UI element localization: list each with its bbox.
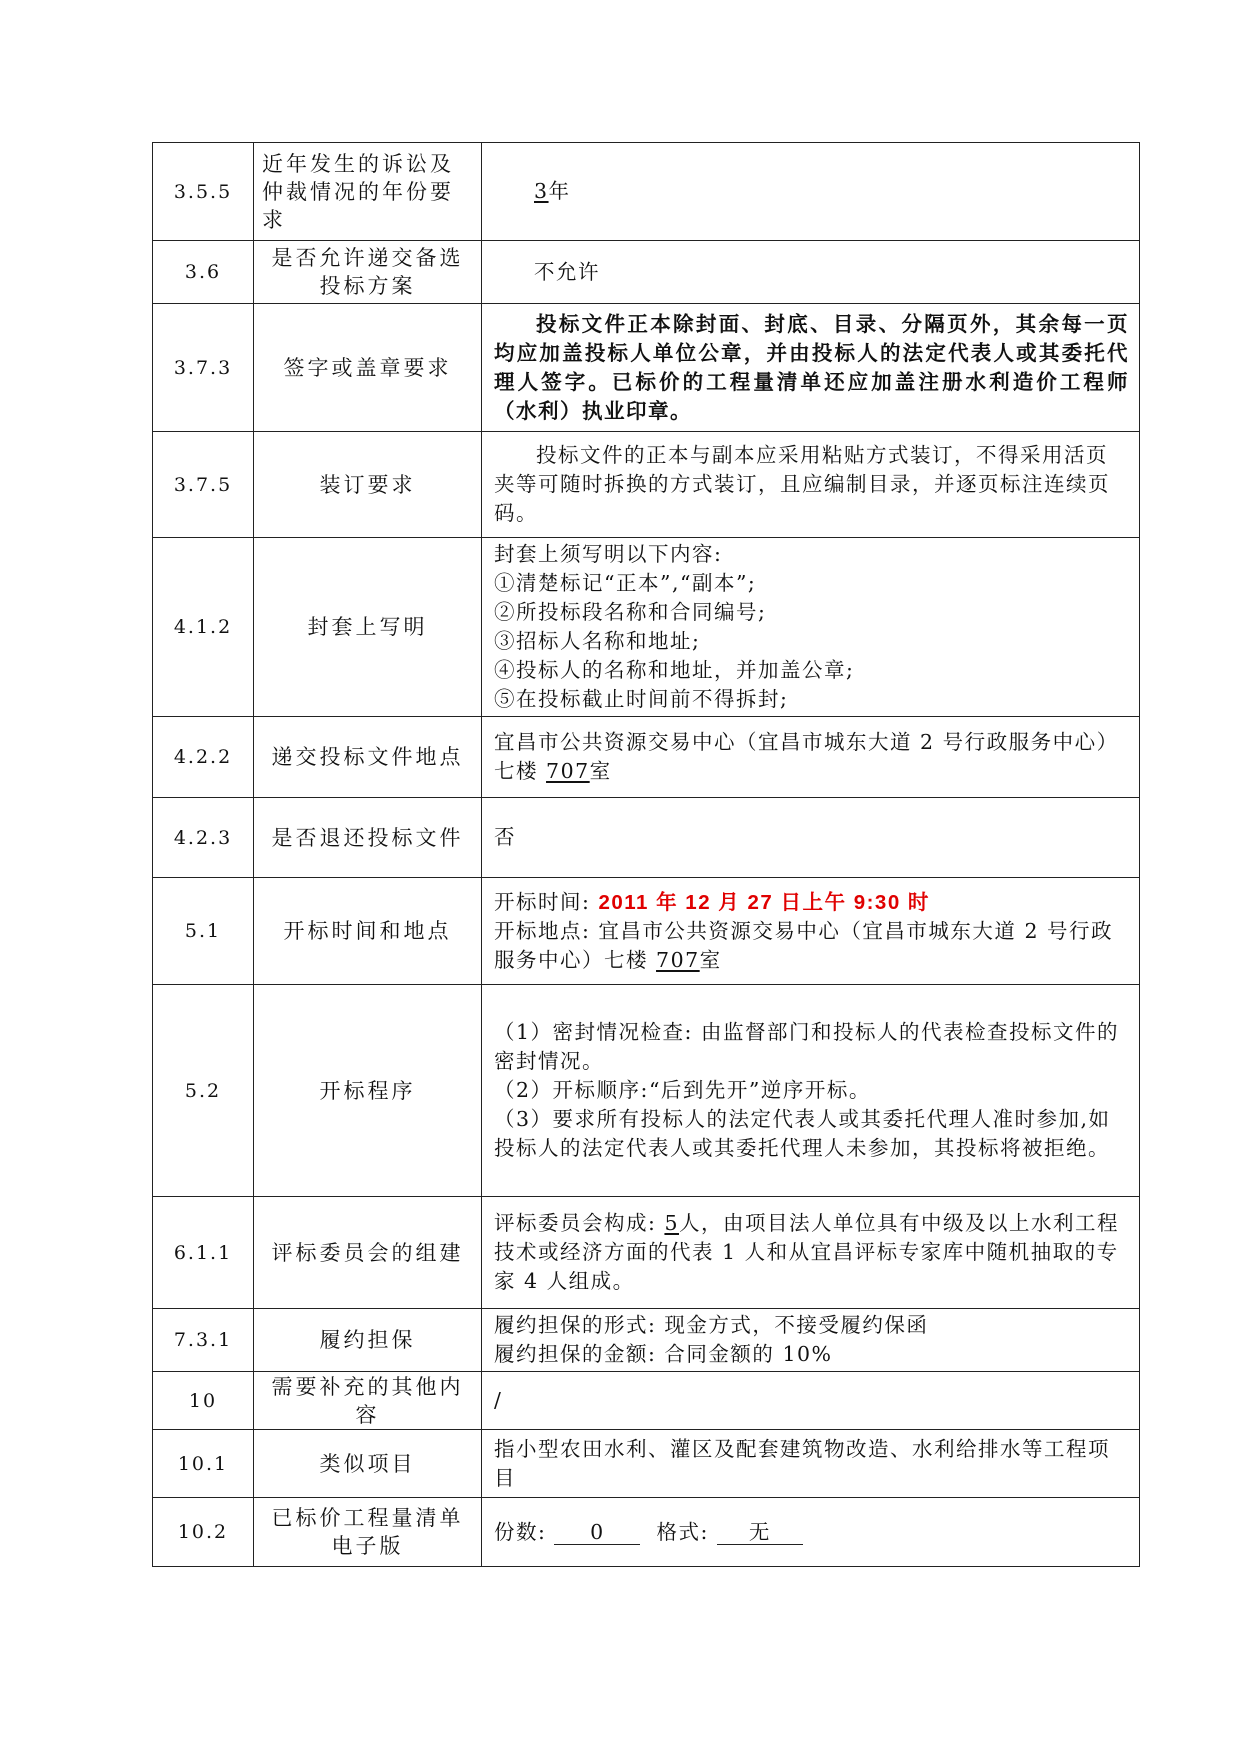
clause-number: 6.1.1 — [153, 1197, 254, 1309]
clause-item: 封套上写明 — [254, 538, 482, 717]
clause-item: 已标价工程量清单电子版 — [254, 1498, 482, 1567]
clause-item: 装订要求 — [254, 432, 482, 538]
committee-label: 评标委员会构成: — [494, 1211, 665, 1235]
clause-content: 否 — [482, 798, 1140, 878]
clause-content — [482, 432, 1140, 538]
clause-number: 3.7.5 — [153, 432, 254, 538]
clause-number: 5.2 — [153, 985, 254, 1197]
guarantee-line: 履约担保的金额: 合同金额的 10% — [494, 1342, 833, 1366]
envelope-line: ③招标人名称和地址; — [494, 629, 701, 653]
procedure-line: （1）密封情况检查: 由监督部门和投标人的代表检查投标文件的密封情况。 — [494, 1020, 1119, 1073]
tender-data-table — [152, 142, 1140, 1567]
clause-item: 评标委员会的组建 — [254, 1197, 482, 1309]
clause-number: 10.1 — [153, 1430, 254, 1498]
room-number: 707 — [656, 947, 700, 972]
table-row — [153, 432, 1140, 538]
opening-time-value: 2011 年 12 月 27 日上午 9:30 时 — [598, 890, 930, 914]
clause-content — [482, 1498, 1140, 1567]
envelope-line: ⑤在投标截止时间前不得拆封; — [494, 687, 789, 711]
envelope-line: ②所投标段名称和合同编号; — [494, 600, 767, 624]
clause-number: 10.2 — [153, 1498, 254, 1567]
committee-size: 5 — [664, 1211, 679, 1235]
envelope-line: ④投标人的名称和地址，并加盖公章; — [494, 658, 855, 682]
table-row — [153, 798, 1140, 878]
signature-requirement-text: 投标文件正本除封面、封底、目录、分隔页外，其余每一页均应加盖投标人单位公章，并由投标人的法定代表人或其委托代理人签字。已标价的工程量清单还应加盖注册水利造价工程师（水利）执业印章。 — [494, 311, 1129, 423]
clause-content — [482, 878, 1140, 985]
years-suffix: 年 — [548, 179, 571, 203]
clause-content: 指小型农田水利、灌区及配套建筑物改造、水利给排水等工程项目 — [482, 1430, 1140, 1498]
clause-content — [482, 1309, 1140, 1372]
clause-number: 3.5.5 — [153, 143, 254, 241]
clause-number: 4.2.2 — [153, 717, 254, 798]
committee-text: 人，由项目法人单位具有中级及以上水利工程技术或经济方面的代表 1 人和从宜昌评标专家库中随机抽取的专家 4 人组成。 — [494, 1211, 1119, 1293]
clause-item: 是否允许递交备选投标方案 — [254, 241, 482, 304]
guarantee-line: 履约担保的形式: 现金方式，不接受履约保函 — [494, 1313, 929, 1337]
table-row — [153, 985, 1140, 1197]
opening-time-label: 开标时间: — [494, 889, 599, 914]
clause-item: 类似项目 — [254, 1430, 482, 1498]
years-value: 3 — [534, 179, 549, 203]
table-row — [153, 143, 1140, 241]
envelope-line: ①清楚标记“正本”,“副本”; — [494, 571, 757, 595]
clause-number: 4.2.3 — [153, 798, 254, 878]
clause-content: / — [482, 1372, 1140, 1430]
copies-value: 0 — [554, 1520, 640, 1545]
table-row — [153, 1498, 1140, 1567]
clause-item: 是否退还投标文件 — [254, 798, 482, 878]
table-row — [153, 304, 1140, 432]
format-label: 格式: — [656, 1519, 717, 1544]
clause-number: 10 — [153, 1372, 254, 1430]
table-row — [153, 717, 1140, 798]
clause-item: 开标时间和地点 — [254, 878, 482, 985]
table-row — [153, 1430, 1140, 1498]
table-row — [153, 1197, 1140, 1309]
table-row — [153, 241, 1140, 304]
clause-number: 3.6 — [153, 241, 254, 304]
clause-item: 开标程序 — [254, 985, 482, 1197]
clause-content — [482, 304, 1140, 432]
table-row — [153, 538, 1140, 717]
clause-item: 需要补充的其他内容 — [254, 1372, 482, 1430]
copies-label: 份数: — [494, 1519, 555, 1544]
procedure-line: （3）要求所有投标人的法定代表人或其委托代理人准时参加,如投标人的法定代表人或其委托代理人未参加，其投标将被拒绝。 — [494, 1107, 1111, 1160]
clause-number: 4.1.2 — [153, 538, 254, 717]
clause-item: 近年发生的诉讼及仲裁情况的年份要求 — [254, 143, 482, 241]
format-value: 无 — [717, 1520, 803, 1545]
room-number: 707 — [546, 759, 590, 783]
room-suffix: 室 — [699, 947, 722, 972]
clause-content — [482, 1197, 1140, 1309]
opening-place-text: 开标地点: 宜昌市公共资源交易中心（宜昌市城东大道 2 号行政服务中心）七楼 — [494, 918, 1113, 972]
procedure-line: （2）开标顺序:“后到先开”逆序开标。 — [494, 1078, 871, 1102]
envelope-line: 封套上须写明以下内容: — [494, 542, 723, 566]
table-row — [153, 1309, 1140, 1372]
room-suffix: 室 — [589, 759, 612, 783]
clause-number: 3.7.3 — [153, 304, 254, 432]
clause-content — [482, 717, 1140, 798]
clause-content — [482, 985, 1140, 1197]
table-row — [153, 878, 1140, 985]
clause-item: 签字或盖章要求 — [254, 304, 482, 432]
clause-content — [482, 241, 1140, 304]
clause-item: 履约担保 — [254, 1309, 482, 1372]
alternative-bid-value: 不允许 — [534, 259, 600, 284]
clause-content — [482, 143, 1140, 241]
binding-requirement-text: 投标文件的正本与副本应采用粘贴方式装订，不得采用活页夹等可随时拆换的方式装订，且应编制目录，并逐页标注连续页码。 — [494, 443, 1110, 525]
clause-number: 5.1 — [153, 878, 254, 985]
clause-item: 递交投标文件地点 — [254, 717, 482, 798]
clause-content — [482, 538, 1140, 717]
clause-number: 7.3.1 — [153, 1309, 254, 1372]
table-row — [153, 1372, 1140, 1430]
submission-place-text: 宜昌市公共资源交易中心（宜昌市城东大道 2 号行政服务中心）七楼 — [494, 730, 1119, 783]
